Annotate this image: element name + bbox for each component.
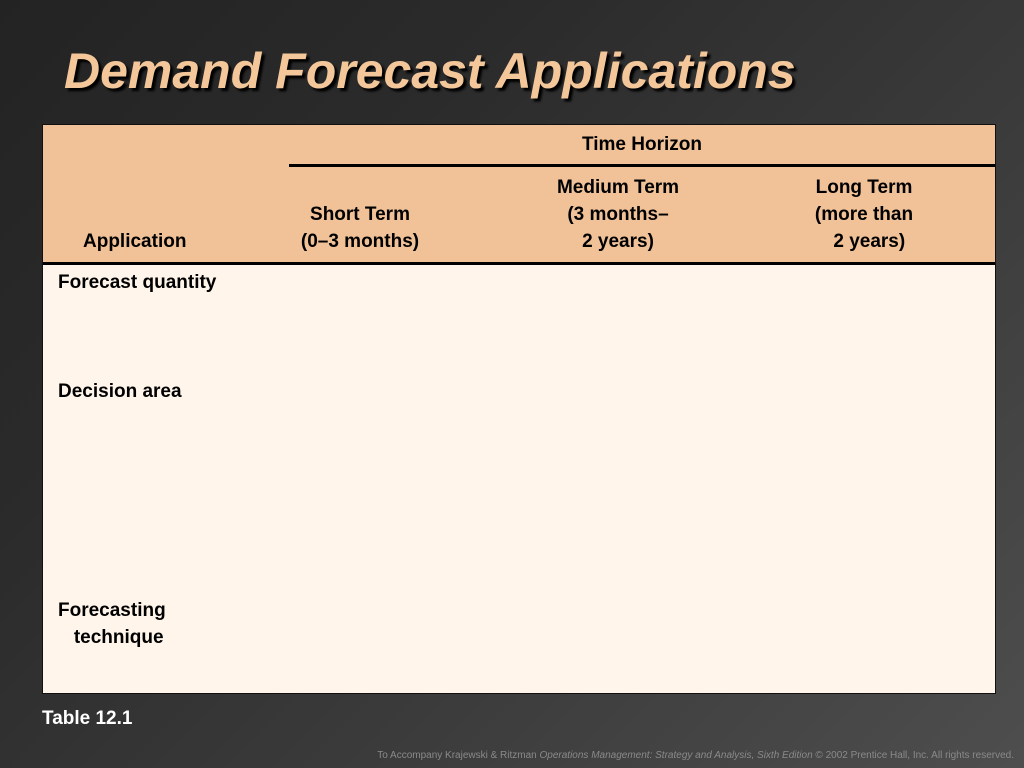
column-header-long-term: Long Term (more than 2 years) [814, 177, 914, 252]
table-caption: Table 12.1 [42, 708, 133, 729]
row-label-forecast-quantity: Forecast quantity [58, 272, 217, 293]
credit-suffix: © 2002 Prentice Hall, Inc. All rights reserved. [812, 750, 1014, 761]
time-horizon-header: Time Horizon [582, 134, 702, 155]
column-header-medium-term: Medium Term (3 months– 2 years) [556, 177, 680, 252]
column-header-application: Application [83, 231, 187, 252]
column-header-short-term: Short Term (0–3 months) [300, 204, 420, 252]
credit-book-title: Operations Management: Strategy and Analysis, Sixth Edition [539, 750, 813, 761]
header-divider [289, 164, 995, 167]
header-bottom-rule [43, 262, 995, 265]
credit-prefix: To Accompany Krajewski & Ritzman [377, 750, 540, 761]
forecast-applications-table [42, 124, 996, 694]
slide-title: Demand Forecast Applications [64, 43, 796, 99]
row-label-decision-area: Decision area [58, 381, 182, 402]
row-label-forecasting-technique: Forecasting technique [58, 600, 166, 648]
table-header [43, 125, 995, 264]
copyright-credit [377, 750, 1014, 761]
